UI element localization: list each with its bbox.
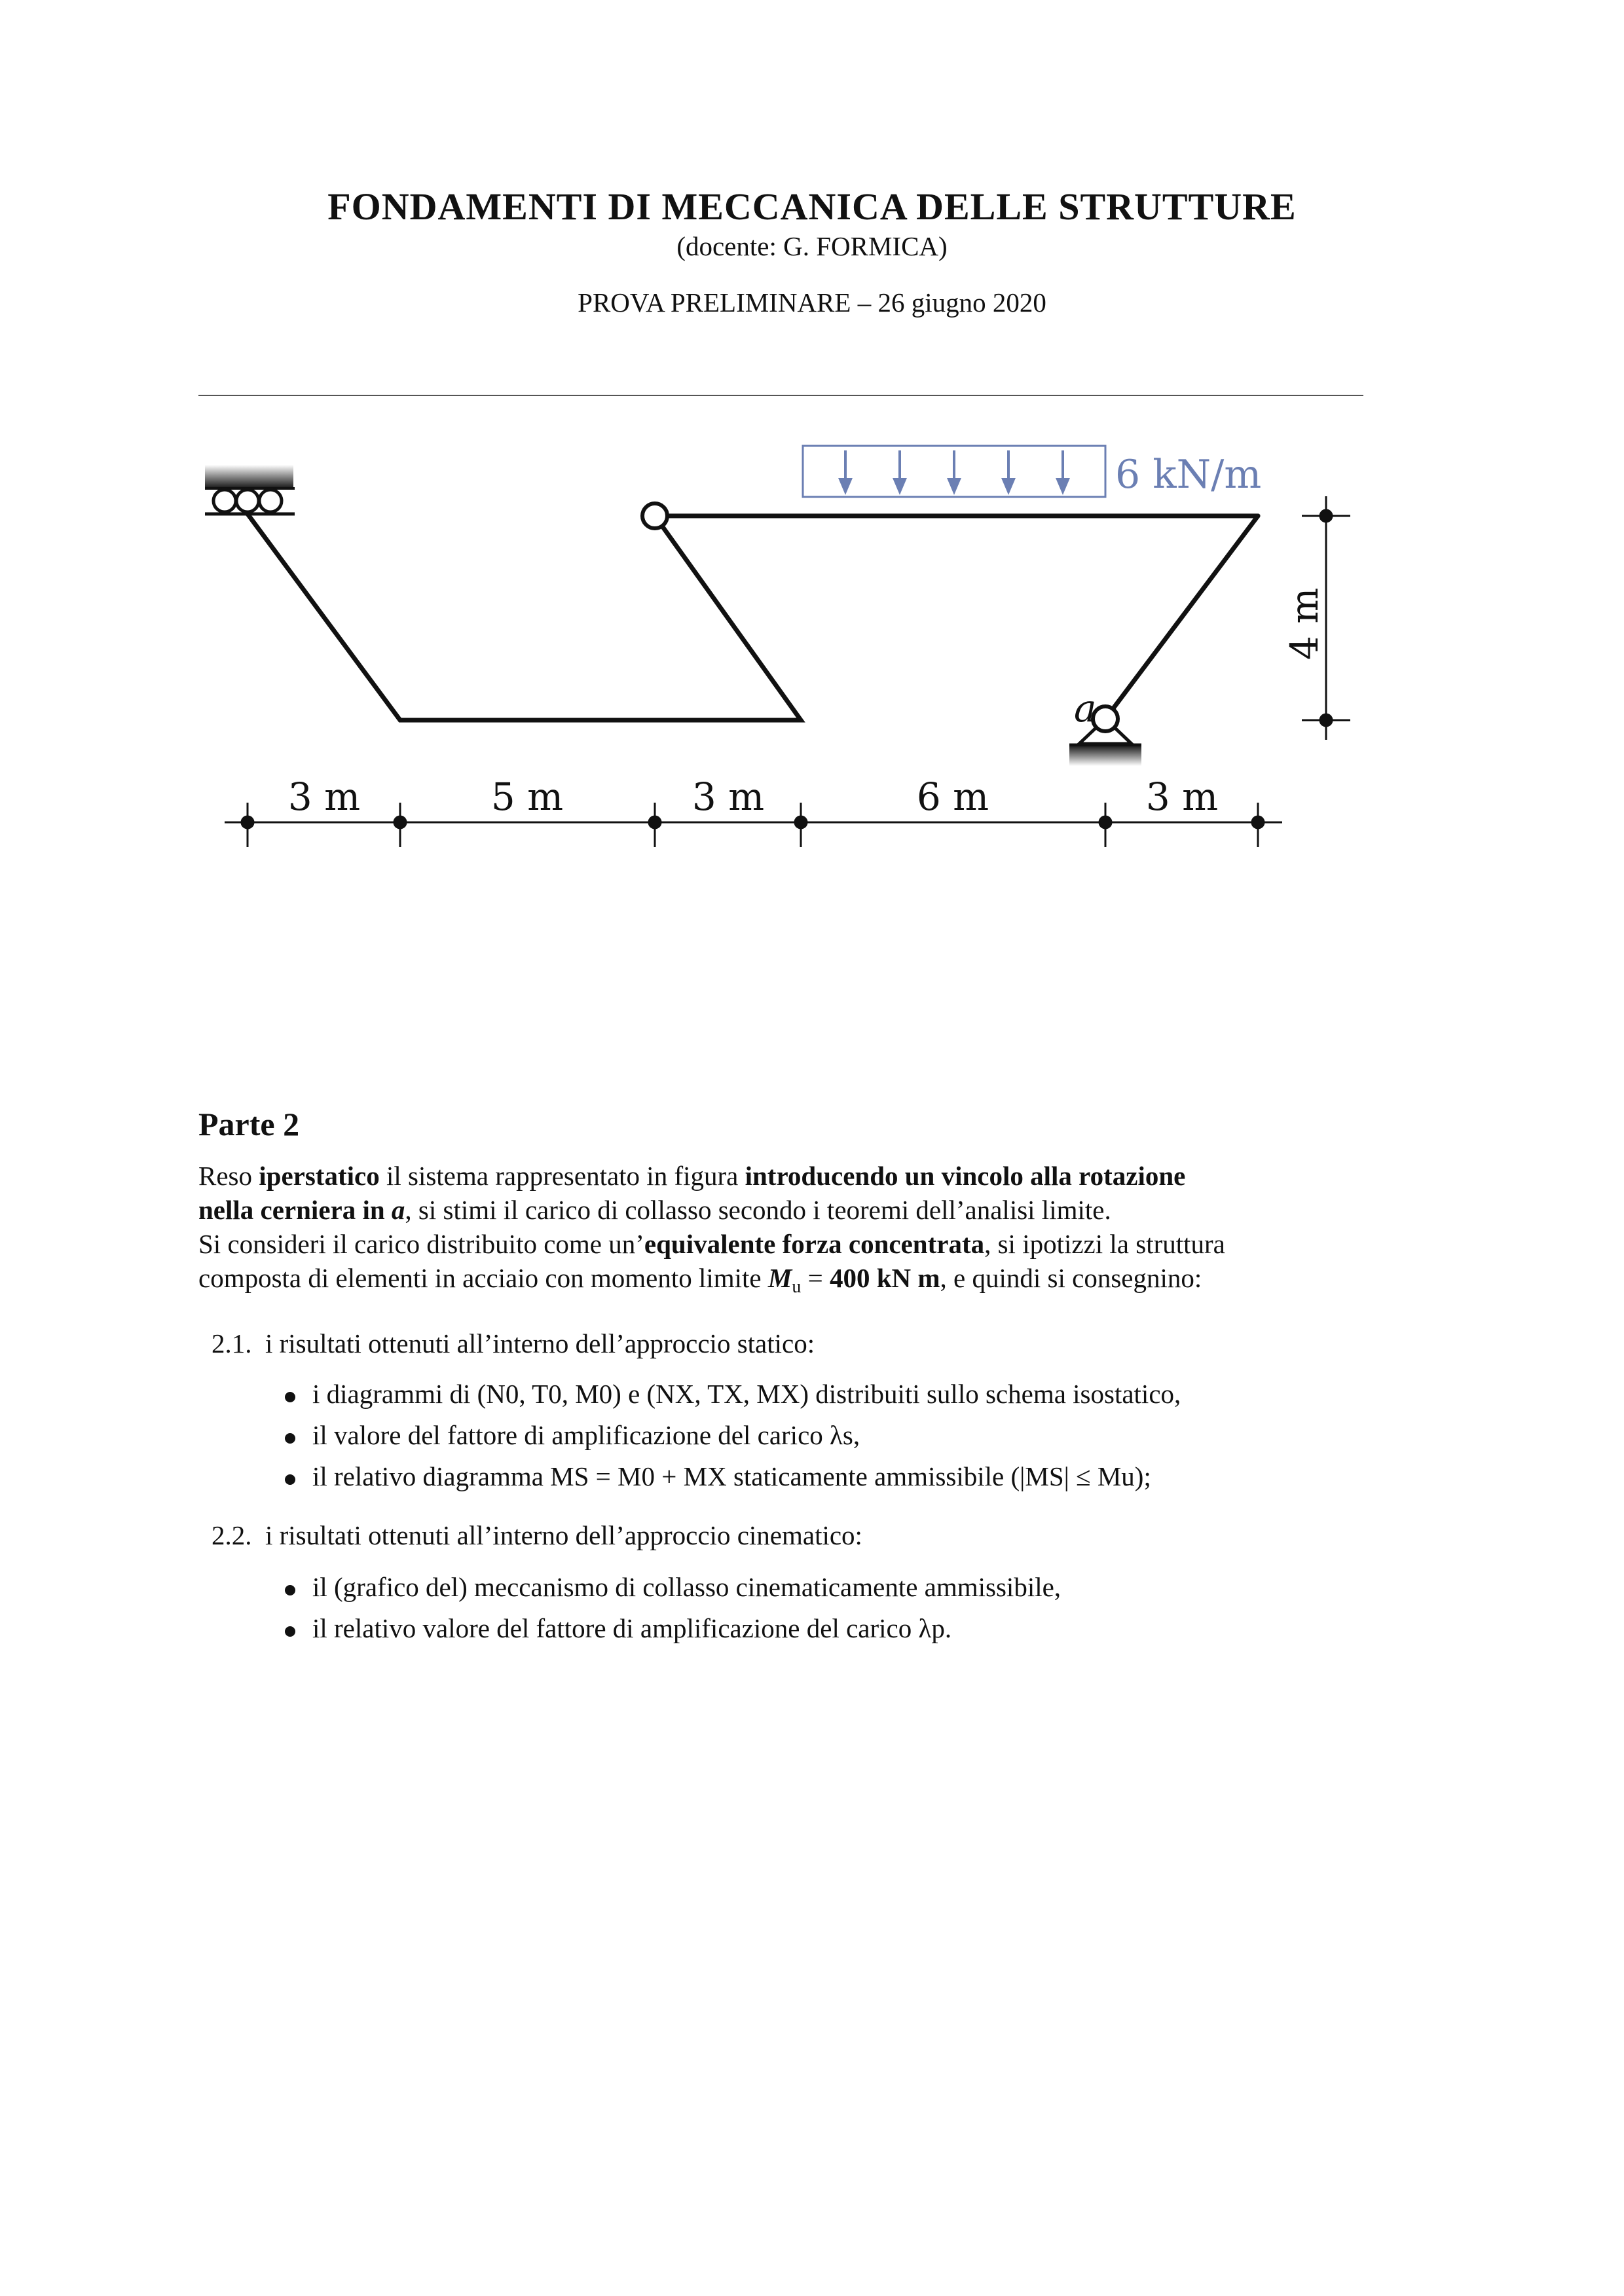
dim-label-3: 3 m	[692, 774, 765, 819]
bullet-icon	[285, 1392, 295, 1402]
bullet-icon	[285, 1626, 295, 1637]
roller-support	[205, 465, 295, 514]
bullet-item: il valore del fattore di amplificazione del carico λs,	[285, 1419, 1365, 1451]
paragraph-line-1: Reso iperstatico il sistema rappresentato in figura introducendo un vincolo alla rotazione	[198, 1161, 1186, 1191]
bullet-item: il relativo diagramma MS = M0 + MX staticamente ammissibile (|MS| ≤ Mu);	[285, 1461, 1365, 1492]
dim-label-2: 5 m	[490, 774, 564, 819]
section-heading: Parte 2	[198, 1106, 300, 1142]
bullet-item: i diagrammi di (N0, T0, M0) e (NX, TX, MX) distribuiti sullo schema isostatico,	[285, 1378, 1365, 1410]
dim-label-4: 6 m	[916, 774, 989, 819]
bullet-icon	[285, 1585, 295, 1595]
internal-hinge	[642, 503, 667, 528]
dim-label-1: 3 m	[287, 774, 361, 819]
exam-date-line: PROVA PRELIMINARE – 26 giugno 2020	[578, 287, 1046, 318]
height-label: 4 m	[1282, 587, 1327, 660]
lecturer-line: (docente: G. FORMICA)	[676, 231, 948, 261]
hinge-label-a: a	[1074, 686, 1097, 731]
structure-figure	[0, 0, 1624, 917]
bullet-icon	[285, 1474, 295, 1485]
list-item-2-2: 2.2. i risultati ottenuti all’interno dell’approccio cinematico:	[212, 1520, 862, 1550]
document-title: FONDAMENTI DI MECCANICA DELLE STRUTTURE	[327, 185, 1297, 228]
paragraph-line-3: Si consideri il carico distribuito come un’equivalente forza concentrata, si ipotizzi la struttura	[198, 1229, 1225, 1259]
bullet-item: il relativo valore del fattore di amplificazione del carico λp.	[285, 1613, 1365, 1644]
paragraph-line-4: composta di elementi in acciaio con momento limite $M_u = 400$ kN m, e quindi si consegnino:	[198, 1263, 1202, 1297]
bullet-item: il (grafico del) meccanismo di collasso cinematicamente ammissibile,	[285, 1571, 1365, 1603]
distributed-load	[803, 446, 1105, 497]
dim-label-5: 3 m	[1145, 774, 1219, 819]
list-item-2-1: 2.1. i risultati ottenuti all’interno dell’approccio statico:	[212, 1328, 815, 1358]
paragraph-line-2: nella cerniera in a, si stimi il carico di collasso secondo i teoremi dell’analisi limite.	[198, 1195, 1111, 1225]
bullet-icon	[285, 1433, 295, 1444]
load-label: 6 kN/m	[1115, 452, 1262, 498]
frame-members	[248, 514, 1258, 720]
